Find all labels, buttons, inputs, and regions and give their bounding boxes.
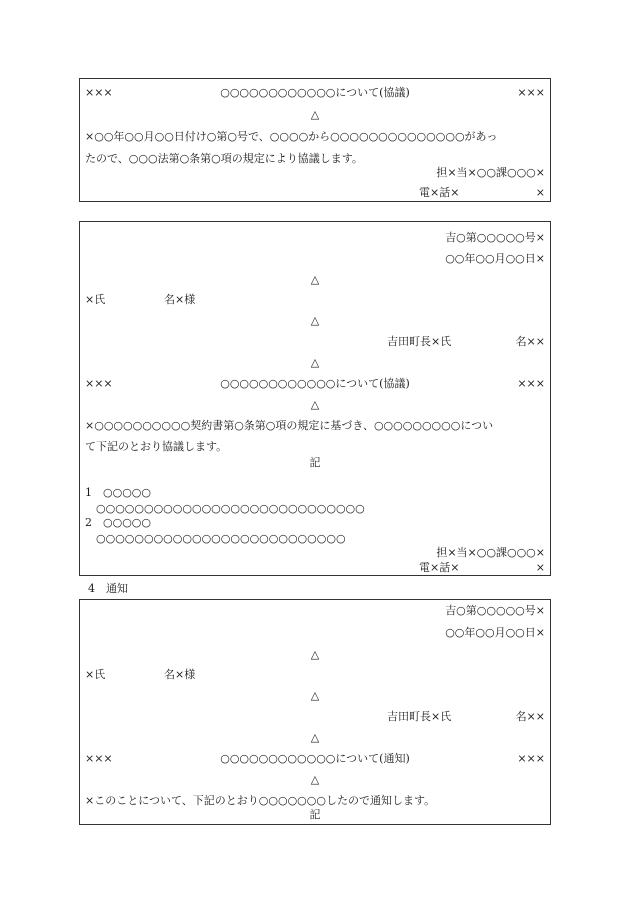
box2-item-2-title: 2 ○○○○○: [85, 516, 151, 529]
box3-triangle-1: △: [310, 648, 320, 661]
box1-triangle: △: [310, 108, 320, 121]
box2-addressee-surname: ×氏: [85, 293, 106, 306]
box1-contact-phone-label: 電×話×: [419, 186, 460, 199]
box3-sender-title: 吉田町長×氏: [387, 710, 452, 723]
box2-item-1-text: ○○○○○○○○○○○○○○○○○○○○○○○○○○○○: [96, 502, 365, 515]
box3-date: ○○年○○月○○日×: [445, 626, 545, 639]
box3-triangle-2: △: [310, 689, 320, 702]
box2-contact-phone-end: ×: [535, 561, 545, 574]
box2-addressee-name: 名×様: [164, 293, 196, 306]
box1-contact-person: 担×当×○○課○○○×: [436, 166, 545, 179]
box3-addressee-name: 名×様: [164, 668, 196, 681]
box2-sender-title: 吉田町長×氏: [387, 335, 452, 348]
box2-triangle-2: △: [310, 314, 320, 327]
box3-triangle-3: △: [310, 731, 320, 744]
box3-sender-name: 名××: [515, 710, 545, 723]
box2-triangle-3: △: [310, 356, 320, 369]
box2-contact-person: 担×当×○○課○○○×: [436, 546, 545, 559]
box1-right-marker: ×××: [517, 86, 545, 99]
box2-triangle-4: △: [310, 398, 320, 411]
box3-addressee-surname: ×氏: [85, 668, 106, 681]
box3-document-number: 吉○第○○○○○号×: [445, 604, 545, 617]
section-heading-notice: 4 通知: [88, 582, 128, 595]
box3-triangle-4: △: [310, 773, 320, 786]
box2-subject-left-marker: ×××: [85, 377, 113, 390]
box2-body-line-1: ×○○○○○○○○○○契約書第○条第○項の規定に基づき、○○○○○○○○○につい: [85, 419, 494, 432]
box1-subject: ○○○○○○○○○○○○について(協議): [220, 86, 410, 99]
box1-body-line-1: ×○○年○○月○○日付け○第○号で、○○○○から○○○○○○○○○○○○○○があっ: [85, 130, 498, 143]
box3-subject-left-marker: ×××: [85, 752, 113, 765]
box2-ki-heading: 記: [309, 456, 321, 469]
box2-body-line-2: て下記のとおり協議します。: [85, 440, 228, 453]
box2-item-2-text: ○○○○○○○○○○○○○○○○○○○○○○○○○○: [96, 532, 346, 545]
box2-triangle-1: △: [310, 273, 320, 286]
box1-left-marker: ×××: [85, 86, 113, 99]
box2-contact-phone-label: 電×話×: [419, 561, 460, 574]
box2-subject: ○○○○○○○○○○○○について(協議): [220, 377, 410, 390]
box2-item-1-title: 1 ○○○○○: [85, 486, 151, 499]
box1-body-line-2: たので、○○○法第○条第○項の規定により協議します。: [85, 152, 363, 165]
box3-ki-heading: 記: [309, 808, 321, 821]
notice-letter-box: [79, 599, 551, 825]
box1-contact-phone-end: ×: [535, 186, 545, 199]
box3-subject: ○○○○○○○○○○○○について(通知): [220, 752, 410, 765]
consultation-letter-box: [79, 221, 551, 576]
box3-subject-right-marker: ×××: [517, 752, 545, 765]
box2-document-number: 吉○第○○○○○号×: [445, 231, 545, 244]
box2-sender-name: 名××: [515, 335, 545, 348]
box3-body-line-1: ×このことについて、下記のとおり○○○○○○○したので通知します。: [85, 794, 436, 807]
box2-date: ○○年○○月○○日×: [445, 252, 545, 265]
box2-subject-right-marker: ×××: [517, 377, 545, 390]
consultation-form-box: [79, 78, 551, 202]
